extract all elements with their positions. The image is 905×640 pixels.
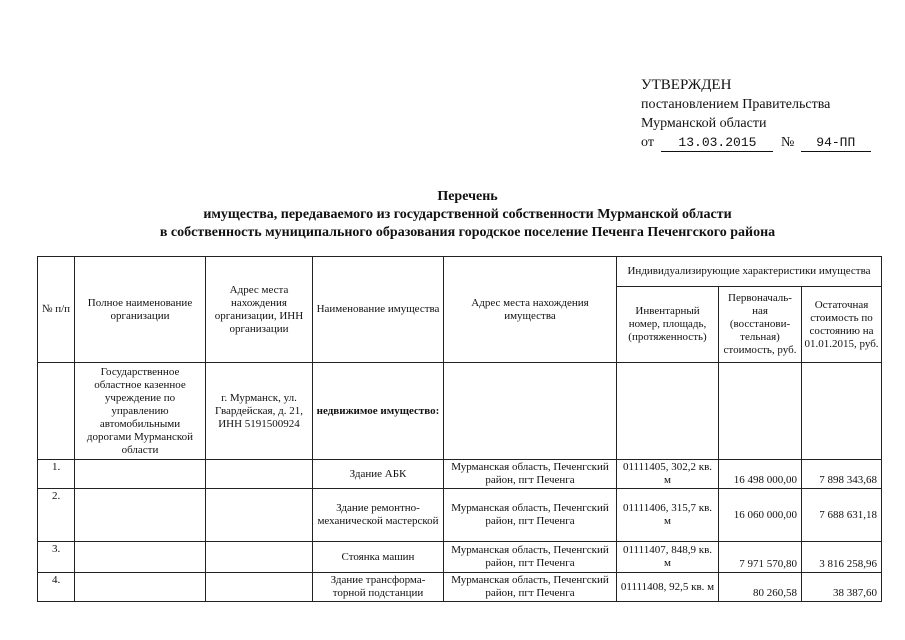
header-characteristics: Индивидуализирующие характеристики имущества	[617, 257, 882, 287]
asset-address: Мурманская область, Печенгский район, пгт Печенга	[444, 489, 617, 542]
asset-initial-cost: 16 498 000,00	[719, 460, 802, 489]
approval-title: УТВЕРЖДЕН	[641, 77, 732, 93]
title-line-1: Перечень	[437, 189, 498, 204]
approval-date: 13.03.2015	[661, 135, 773, 152]
asset-name: Здание ремонтно-механической мастерской	[313, 489, 444, 542]
asset-inventory: 01111407, 848,9 кв. м	[617, 542, 719, 573]
asset-inventory: 01111405, 302,2 кв. м	[617, 460, 719, 489]
header-row-1	[38, 257, 882, 287]
header-asset-name: Наименование имущества	[313, 257, 444, 363]
approval-line-2: Мурманской области	[641, 116, 767, 131]
row-num: 1.	[38, 460, 75, 489]
asset-initial-cost: 7 971 570,80	[719, 542, 802, 573]
asset-residual-cost: 7 898 343,68	[802, 460, 882, 489]
asset-address: Мурманская область, Печенгский район, пгт Печенга	[444, 542, 617, 573]
asset-residual-cost: 7 688 631,18	[802, 489, 882, 542]
asset-name: Стоянка машин	[313, 542, 444, 573]
approval-number: 94-ПП	[801, 135, 871, 152]
asset-name: Здание трансформа-торной подстанции	[313, 573, 444, 602]
table-row	[38, 573, 882, 602]
title-line-2: имущества, передаваемого из государственной собственности Мурманской области	[203, 207, 732, 222]
asset-address: Мурманская область, Печенгский район, пгт Печенга	[444, 573, 617, 602]
asset-name: Здание АБК	[313, 460, 444, 489]
number-label: №	[780, 135, 795, 150]
asset-category: недвижимое имущество:	[313, 363, 444, 460]
header-org-name: Полное наименование организации	[75, 257, 206, 363]
table-row	[38, 489, 882, 542]
table-row	[38, 542, 882, 573]
org-address: г. Мурманск, ул. Гвардейская, д. 21, ИНН 5191500924	[206, 363, 313, 460]
asset-initial-cost: 16 060 000,00	[719, 489, 802, 542]
header-initial-cost: Первоначаль-ная (восстанови-тельная) стоимость, руб.	[719, 287, 802, 363]
row-num: 4.	[38, 573, 75, 602]
header-num: № п/п	[38, 257, 75, 363]
asset-inventory: 01111408, 92,5 кв. м	[617, 573, 719, 602]
asset-residual-cost: 3 816 258,96	[802, 542, 882, 573]
asset-initial-cost: 80 260,58	[719, 573, 802, 602]
asset-inventory: 01111406, 315,7 кв. м	[617, 489, 719, 542]
approval-block	[641, 76, 871, 152]
title-line-3: в собственность муниципального образования городское поселение Печенга Печенгского района	[159, 225, 776, 240]
row-num: 3.	[38, 542, 75, 573]
header-residual-cost: Остаточная стоимость по состоянию на 01.01.2015, руб.	[802, 287, 882, 363]
approval-line-1: постановлением Правительства	[641, 97, 831, 112]
asset-address: Мурманская область, Печенгский район, пгт Печенга	[444, 460, 617, 489]
asset-table	[37, 256, 882, 602]
asset-residual-cost: 38 387,60	[802, 573, 882, 602]
org-name: Государственное областное казенное учреждение по управлению автомобильными дорогами Мурманской области	[75, 363, 206, 460]
header-asset-address: Адрес места нахождения имущества	[444, 257, 617, 363]
row-num: 2.	[38, 489, 75, 542]
from-label: от	[641, 135, 654, 150]
approval-date-line	[641, 133, 871, 152]
org-row	[38, 363, 882, 460]
header-inventory: Инвентарный номер, площадь, (протяженность)	[617, 287, 719, 363]
document-title	[60, 188, 875, 242]
table-row	[38, 460, 882, 489]
header-org-address: Адрес места нахождения организации, ИНН организации	[206, 257, 313, 363]
